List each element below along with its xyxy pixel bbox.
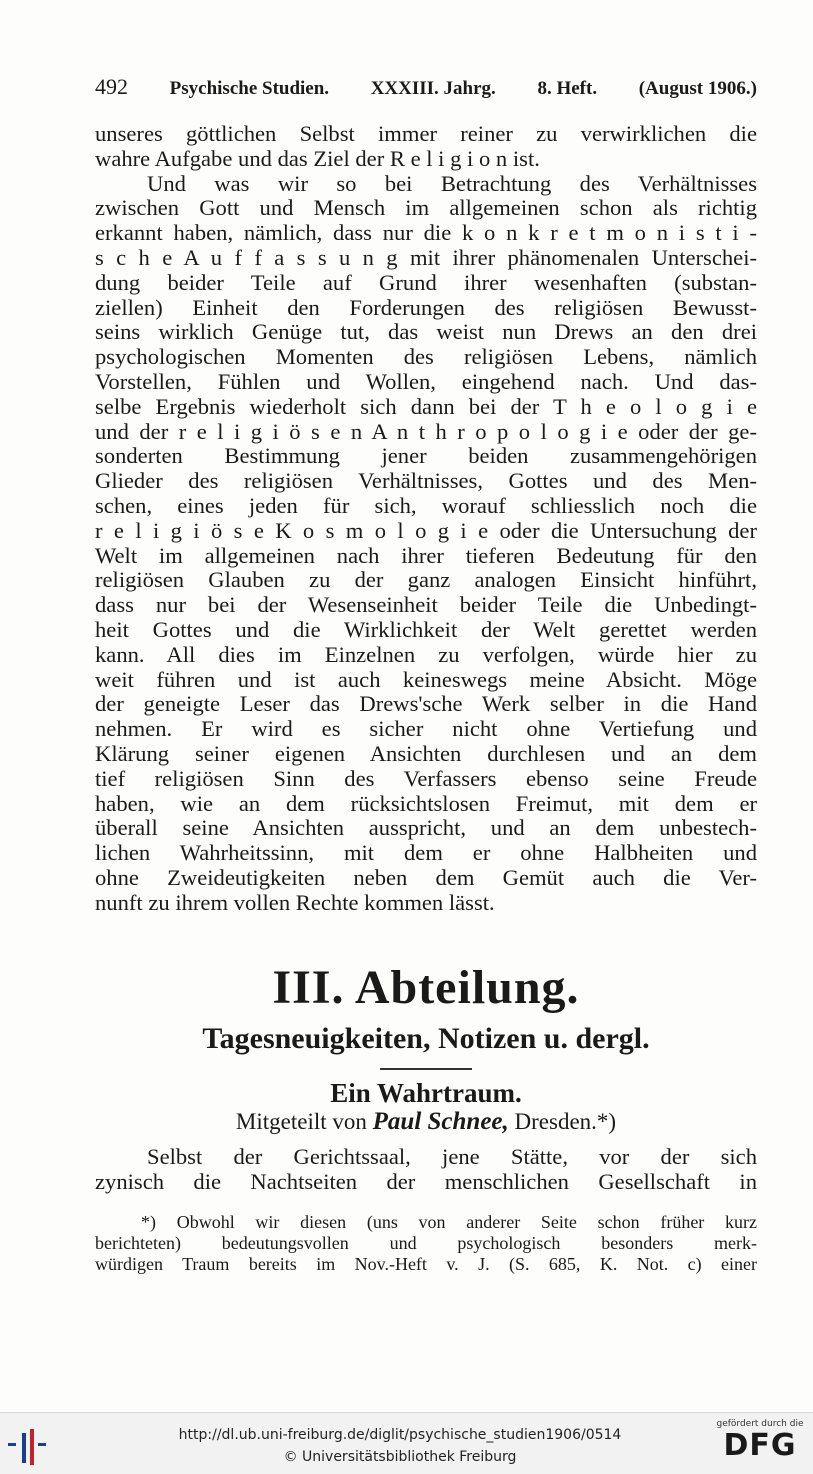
text-line: ziellen) Einheit den Forderungen des religiösen Bewusst- — [95, 295, 757, 320]
issue-date: (August 1906.) — [638, 78, 757, 99]
footnote-line: würdigen Traum bereits im Nov.-Heft v. J. (S. 685, K. Not. c) einer — [95, 1254, 757, 1274]
dfg-caption: gefördert durch die — [716, 1419, 804, 1429]
ub-freiburg-logo-icon[interactable] — [8, 1427, 52, 1467]
text-line: tief religiösen Sinn des Verfassers ebenso seine Freude — [95, 766, 757, 791]
text-line: zwischen Gott und Mensch im allgemeinen schon als richtig — [95, 196, 757, 221]
text-line: erkannt haben, nämlich, dass nur die k o n k r e t m o n i s t i - — [95, 221, 757, 246]
text-line: r e l i g i ö s e K o s m o l o g i e oder die Untersuchung der — [95, 518, 757, 543]
copyright-notice: © Universitätsbibliothek Freiburg — [283, 1449, 517, 1465]
viewer-footer — [0, 1412, 813, 1474]
text-line: sonderten Bestimmung jener beiden zusammengehörigen — [95, 444, 757, 469]
text-line: unseres göttlichen Selbst immer reiner zu verwirklichen die — [95, 122, 757, 146]
text-line: der geneigte Leser das Drews'sche Werk selber in die Hand — [95, 692, 757, 717]
text-line: schen, eines jeden für sich, worauf schliesslich noch die — [95, 493, 757, 518]
text-line: und der r e l i g i ö s e n A n t h r o p o l o g i e oder der ge- — [95, 419, 757, 444]
byline — [95, 1108, 757, 1136]
text-line: seins wirklich Genüge tut, das weist nun Drews an den drei — [95, 320, 757, 345]
section-subtitle: Tagesneuigkeiten, Notizen u. dergl. — [202, 1022, 650, 1055]
footnote-line: *) Obwohl wir diesen (uns von anderer Seite schon früher kurz — [141, 1212, 757, 1232]
text-line: nehmen. Er wird es sicher nicht ohne Vertiefung und — [95, 717, 757, 742]
text-line: zynisch die Nachtseiten der menschlichen Gesellschaft in — [95, 1168, 757, 1194]
body-text — [95, 122, 757, 916]
text-line: dass nur bei der Wesenseinheit beider Teile die Unbedingt- — [95, 593, 757, 618]
text-line: haben, wie an dem rücksichtslosen Freimut, mit dem er — [95, 791, 757, 816]
text-line: wahre Aufgabe und das Ziel der R e l i g i o n ist. — [95, 146, 540, 171]
section-title: III. Abteilung. — [272, 961, 580, 1014]
dfg-logo — [712, 1419, 808, 1471]
cut-off-line — [95, 1196, 215, 1204]
story-title: Ein Wahrtraum. — [330, 1078, 522, 1108]
text-line: heit Gottes und die Wirklichkeit der Welt gerettet werden — [95, 617, 757, 642]
text-line: selbe Ergebnis wiederholt sich dann bei der T h e o l o g i e — [95, 394, 757, 419]
text-line: Welt im allgemeinen nach ihrer tieferen Bedeutung für den — [95, 543, 757, 568]
text-line: dung beider Teile auf Grund ihrer wesenhaften (substan- — [95, 270, 757, 295]
text-line: lichen Wahrheitssinn, mit dem er ohne Halbheiten und — [95, 841, 757, 866]
dfg-wordmark: DFG — [723, 1428, 797, 1463]
text-line: weit führen und ist auch keineswegs meine Absicht. Möge — [95, 667, 757, 692]
story-text — [95, 1144, 757, 1194]
byline-suffix: Dresden.*) — [514, 1109, 617, 1134]
text-line: Und was wir so bei Betrachtung des Verhältnisses — [147, 171, 757, 196]
text-line: Glieder des religiösen Verhältnisses, Gottes und des Men- — [95, 469, 757, 494]
text-line: überall seine Ansichten ausspricht, und an dem unbestech- — [95, 816, 757, 841]
text-line: Selbst der Gerichtssaal, jene Stätte, vor der sich — [147, 1144, 757, 1169]
text-line: psychologischen Momenten des religiösen Lebens, nämlich — [95, 345, 757, 370]
text-line: kann. All dies im Einzelnen zu verfolgen, würde hier zu — [95, 642, 757, 667]
text-line: Vorstellen, Fühlen und Wollen, eingehend nach. Und das- — [95, 369, 757, 394]
text-line: Klärung seiner eigenen Ansichten durchlesen und an dem — [95, 741, 757, 766]
permalink[interactable]: http://dl.ub.uni-freiburg.de/diglit/psychische_studien1906/0514 — [178, 1427, 622, 1443]
text-line: nunft zu ihrem vollen Rechte kommen lässt. — [95, 890, 495, 915]
text-line: religiösen Glauben zu der ganz analogen Einsicht hinführt, — [95, 568, 757, 593]
volume: XXXIII. Jahrg. — [370, 78, 496, 99]
byline-prefix: Mitgeteilt von — [235, 1109, 367, 1134]
footnote-line: berichteten) bedeutungsvollen und psychologisch besonders merk- — [95, 1233, 757, 1253]
footnote — [95, 1212, 757, 1275]
text-line: s c h e A u f f a s s u n g mit ihrer phänomenalen Unterschei- — [95, 245, 757, 270]
journal-title: Psychische Studien. — [169, 78, 330, 99]
author-name: Paul Schnee, — [372, 1108, 509, 1135]
running-header — [95, 74, 757, 102]
issue: 8. Heft. — [537, 78, 598, 99]
page-number: 492 — [95, 74, 128, 99]
text-line: ohne Zweideutigkeiten neben dem Gemüt auch die Ver- — [95, 865, 757, 890]
divider — [380, 1068, 472, 1070]
